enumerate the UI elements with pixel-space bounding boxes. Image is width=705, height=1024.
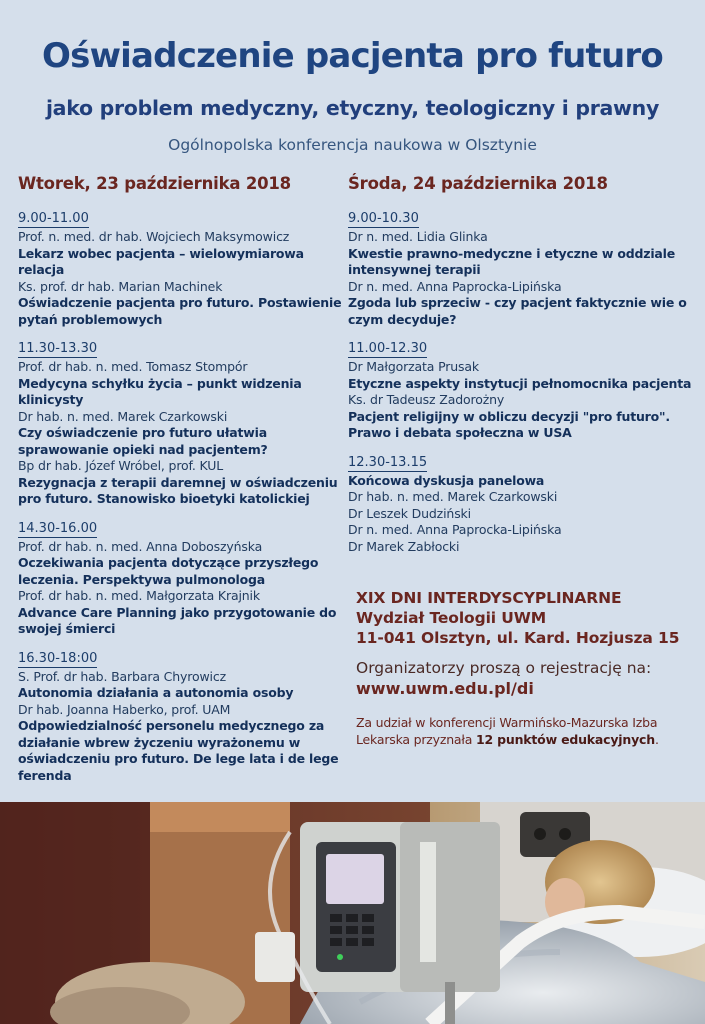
speaker-name: Dr Małgorzata Prusak [348, 359, 480, 374]
talk-title: Oczekiwania pacjenta dotyczące przyszłego leczenia. Perspektywa pulmonologa [18, 555, 319, 587]
speaker-name: Prof. dr hab. n. med. Małgorzata Krajnik [18, 588, 260, 603]
credits-note-text: Za udział w konferencji Warmińsko-Mazurska Izba Lekarska przyznała [356, 715, 658, 747]
session-time: 11.30-13.30 [18, 341, 98, 356]
session-time: 16.30-18:00 [18, 650, 98, 666]
speaker-name: Dr hab. Joanna Haberko, prof. UAM [18, 701, 231, 717]
registration-link[interactable]: www.uwm.edu.pl/di [356, 679, 534, 698]
day1-sessions [18, 207, 348, 784]
speaker-name: Bp dr hab. Józef Wróbel, prof. KUL [18, 458, 224, 473]
speaker-name: S. Prof. dr hab. Barbara Chyrowicz [18, 668, 226, 684]
credits-note-end: . [654, 732, 659, 747]
speaker-name: Ks. dr Tadeusz Zadorożny [348, 392, 505, 407]
talk-title: Odpowiedzialność personelu medycznego za działanie wbrew życzeniu wyrażonemu w oświadczeniu pro futuro. De lege lata i de lege ferenda [18, 718, 339, 783]
session-time: 9.00-11.00 [18, 211, 89, 226]
hospital-photo [0, 802, 705, 1024]
speaker-name: Dr hab. n. med. Marek Czarkowski [348, 489, 558, 504]
day2-column [348, 174, 693, 564]
page-subtitle: jako problem medyczny, etyczny, teologiczny i prawny [45, 96, 660, 120]
session-block [18, 337, 348, 508]
talk-title: Końcowa dyskusja panelowa [348, 472, 545, 488]
event-name: XIX DNI INTERDYSCYPLINARNE [356, 589, 622, 607]
session-block [18, 517, 348, 638]
talk-title: Pacjent religijny w obliczu decyzji "pro futuro". Prawo i debata społeczna w USA [348, 408, 670, 440]
speaker-name: Dr Marek Zabłocki [348, 538, 460, 554]
talk-title: Lekarz wobec pacjenta – wielowymiarowa relacja [18, 245, 304, 277]
session-block [18, 647, 348, 785]
page-title: Oświadczenie pacjenta pro futuro [42, 36, 663, 76]
speaker-name: Dr n. med. Lidia Glinka [348, 229, 488, 244]
hospital-scene-illustration [0, 802, 705, 1024]
speaker-name: Dr n. med. Anna Paprocka-Lipińska [348, 278, 562, 294]
credits-note [356, 714, 696, 748]
session-time: 14.30-16.00 [18, 520, 98, 536]
talk-title: Czy oświadczenie pro futuro ułatwia sprawowanie opieki nad pacjentem? [18, 425, 268, 457]
day2-heading: Środa, 24 października 2018 [348, 174, 608, 193]
talk-title: Zgoda lub sprzeciw - czy pacjent faktycznie wie o czym decyduje? [348, 295, 687, 327]
talk-title: Autonomia działania a autonomia osoby [18, 685, 294, 700]
session-block [348, 207, 693, 328]
speaker-name: Dr n. med. Anna Paprocka-Lipińska [348, 522, 562, 537]
talk-title: Oświadczenie pacjenta pro futuro. Postawienie pytań problemowych [18, 295, 342, 327]
session-block [348, 451, 693, 556]
speaker-name: Dr Leszek Dudziński [348, 505, 471, 521]
talk-title: Rezygnacja z terapii daremnej w oświadczeniu pro futuro. Stanowisko bioetyki katolickiej [18, 474, 338, 506]
talk-title: Medycyna schyłku życia – punkt widzenia klinicysty [18, 375, 302, 407]
talk-title: Etyczne aspekty instytucji pełnomocnika pacjenta [348, 375, 692, 391]
session-block [18, 207, 348, 328]
speaker-name: Prof. dr hab. n. med. Anna Doboszyńska [18, 538, 263, 554]
session-block [348, 337, 693, 442]
credits-points: 12 punktów edukacyjnych [476, 732, 655, 747]
speaker-name: Dr hab. n. med. Marek Czarkowski [18, 408, 228, 424]
conference-line: Ogólnopolska konferencja naukowa w Olsztynie [168, 136, 537, 154]
speaker-name: Prof. dr hab. n. med. Tomasz Stompór [18, 359, 248, 374]
talk-title: Kwestie prawno-medyczne i etyczne w oddziale intensywnej terapii [348, 245, 676, 277]
session-time: 12.30-13.15 [348, 454, 428, 470]
day1-heading: Wtorek, 23 października 2018 [18, 174, 291, 193]
speaker-name: Ks. prof. dr hab. Marian Machinek [18, 278, 223, 294]
address: 11-041 Olsztyn, ul. Kard. Hozjusza 15 [356, 629, 680, 647]
day1-column [18, 174, 348, 793]
registration-text: Organizatorzy proszą o rejestrację na: [356, 659, 652, 677]
faculty-name: Wydział Teologii UWM [356, 609, 547, 627]
session-time: 11.00-12.30 [348, 341, 428, 356]
session-time: 9.00-10.30 [348, 211, 419, 226]
speaker-name: Prof. n. med. dr hab. Wojciech Maksymowicz [18, 229, 290, 244]
talk-title: Advance Care Planning jako przygotowanie do swojej śmierci [18, 604, 337, 636]
event-info [356, 588, 696, 748]
day2-sessions [348, 207, 693, 555]
